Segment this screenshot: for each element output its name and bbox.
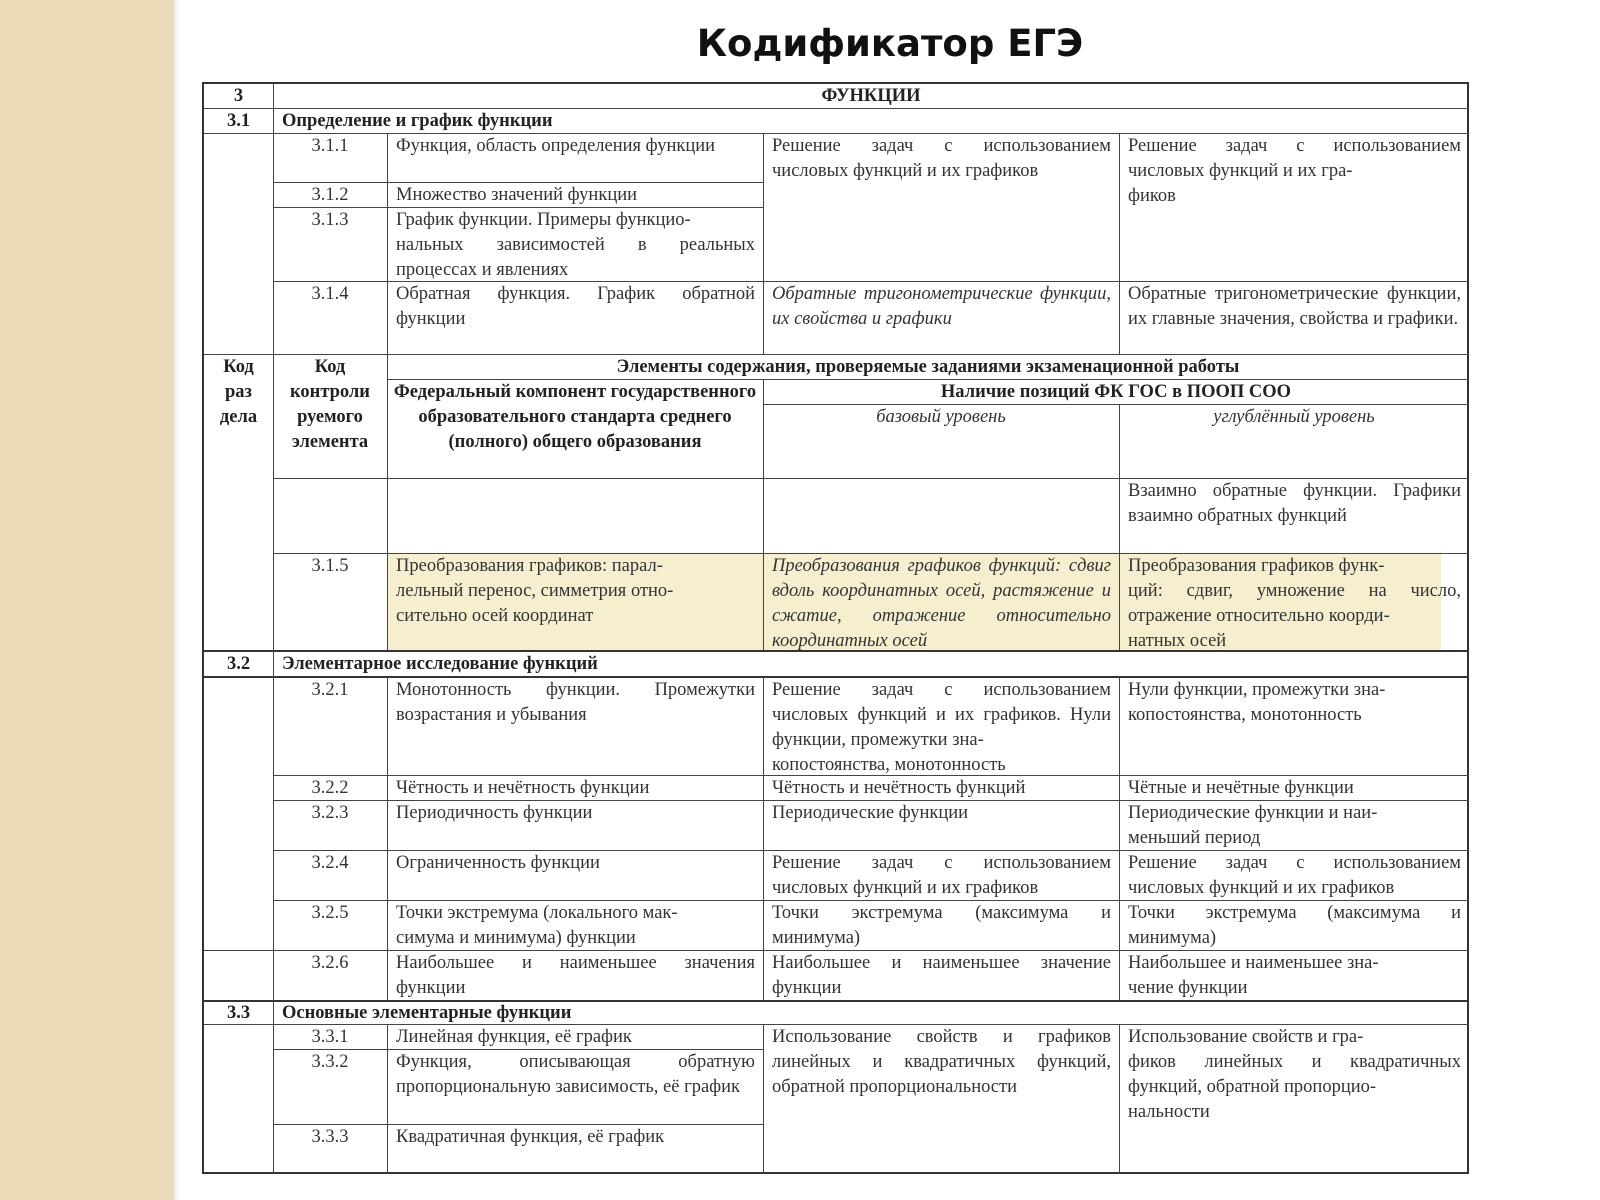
base-31: Решение задач с использованием числовых функций и их графиков [772, 136, 1111, 181]
header-adv: углублённый уровень [1213, 407, 1375, 427]
code-322: 3.2.2 [311, 778, 349, 798]
code-331: 3.3.1 [311, 1027, 349, 1047]
fk-311: Функция, область определения функции [396, 136, 716, 156]
section-3-code: 3 [233, 86, 244, 106]
fk-331: Линейная функция, её график [396, 1027, 632, 1047]
adv-314: Обратные тригонометрические функции, их главные значения, свойства и графики. [1128, 284, 1461, 329]
code-325: 3.2.5 [311, 903, 349, 923]
fk-325: Точки экстремума (локального мак- симума и минимума) функции [396, 903, 678, 948]
fk-322: Чётность и нечётность функции [396, 778, 650, 798]
adv-315: Преобразования графиков функ- ций: сдвиг, умножение на число, отражение относительно коорди- натных осей [1128, 556, 1461, 651]
code-323: 3.2.3 [311, 803, 349, 823]
base-326: Наибольшее и наименьшее значение функции [772, 953, 1111, 998]
header-fk: Федеральный компонент государственного образовательного стандарта среднего (полного) общего образования [393, 382, 757, 452]
code-314: 3.1.4 [311, 284, 349, 304]
base-315: Преобразования графиков функций: сдвиг вдоль координатных осей, растяжение и сжатие, отражение относительно координатных осей [772, 556, 1111, 651]
adv-323: Периодические функции и наи- меньший период [1128, 803, 1378, 848]
fk-314: Обратная функция. График обратной функции [396, 284, 755, 329]
section-32-label: Элементарное исследование функций [282, 654, 598, 674]
fk-321: Монотонность функции. Промежутки возрастания и убывания [396, 680, 755, 725]
header-elements: Элементы содержания, проверяемые заданиями экзаменационной работы [616, 357, 1240, 377]
fk-315: Преобразования графиков: парал- лельный перенос, симметрия отно- сительно осей координат [396, 556, 674, 626]
base-324: Решение задач с использованием числовых функций и их графиков [772, 853, 1111, 898]
page-title: Кодификатор ЕГЭ [696, 22, 1084, 65]
adv-31: Решение задач с использованием числовых функций и их гра- фиков [1128, 136, 1461, 206]
side-shadow [174, 0, 180, 1200]
section-33-code: 3.3 [226, 1003, 251, 1023]
code-321: 3.2.1 [311, 680, 349, 700]
fk-312: Множество значений функции [396, 185, 638, 205]
adv-322: Чётные и нечётные функции [1128, 778, 1354, 798]
base-322: Чётность и нечётность функций [772, 778, 1026, 798]
adv-326: Наибольшее и наименьшее зна- чение функции [1128, 953, 1379, 998]
code-313: 3.1.3 [311, 210, 349, 230]
adv-324: Решение задач с использованием числовых функций и их графиков [1128, 853, 1461, 898]
adv-33: Использование свойств и гра- фиков линейных и квадратичных функций, обратной пропорцио- нальности [1128, 1027, 1461, 1122]
header-poop: Наличие позиций ФК ГОС в ПООП СОО [940, 382, 1292, 402]
adv-inverse: Взаимно обратные функции. Графики взаимно обратных функций [1128, 481, 1461, 526]
section-31-label: Определение и график функции [282, 111, 553, 131]
header-element-code: Код контроли руемого элемента [290, 357, 370, 452]
fk-333: Квадратичная функция, её график [396, 1127, 665, 1147]
fk-323: Периодичность функции [396, 803, 593, 823]
base-323: Периодические функции [772, 803, 969, 823]
fk-313: График функции. Примеры функцио- нальных зависимостей в реальных процессах и явлениях [396, 210, 755, 280]
code-315: 3.1.5 [311, 556, 349, 576]
section-31-code: 3.1 [226, 111, 251, 131]
side-strip [0, 0, 174, 1200]
adv-325: Точки экстремума (максимума и минимума) [1128, 903, 1461, 948]
code-311: 3.1.1 [311, 136, 349, 156]
adv-321: Нули функции, промежутки зна- копостоянства, монотонность [1128, 680, 1386, 725]
header-base: базовый уровень [876, 407, 1006, 427]
section-3-heading: ФУНКЦИИ [821, 86, 921, 106]
base-321: Решение задач с использованием числовых функций и их графиков. Нули функции, промежутки зна- копостоянства, монотонность [772, 680, 1111, 775]
base-325: Точки экстремума (максимума и минимума) [772, 903, 1111, 948]
code-324: 3.2.4 [311, 853, 349, 873]
fk-332: Функция, описывающая обратную пропорциональную зависимость, её график [396, 1052, 755, 1097]
base-314: Обратные тригонометрические функции, их свойства и графики [772, 284, 1111, 329]
code-312: 3.1.2 [311, 185, 349, 205]
fk-324: Ограниченность функции [396, 853, 600, 873]
section-33-label: Основные элементарные функции [282, 1003, 572, 1023]
fk-326: Наибольшее и наименьшее значения функции [396, 953, 755, 998]
code-326: 3.2.6 [311, 953, 349, 973]
base-33: Использование свойств и графиков линейных и квадратичных функций, обратной пропорциональности [772, 1027, 1111, 1097]
code-333: 3.3.3 [311, 1127, 349, 1147]
section-32-code: 3.2 [226, 654, 251, 674]
header-section-code: Код раз дела [219, 357, 258, 427]
code-332: 3.3.2 [311, 1052, 349, 1072]
codifier-table [202, 82, 1469, 1174]
